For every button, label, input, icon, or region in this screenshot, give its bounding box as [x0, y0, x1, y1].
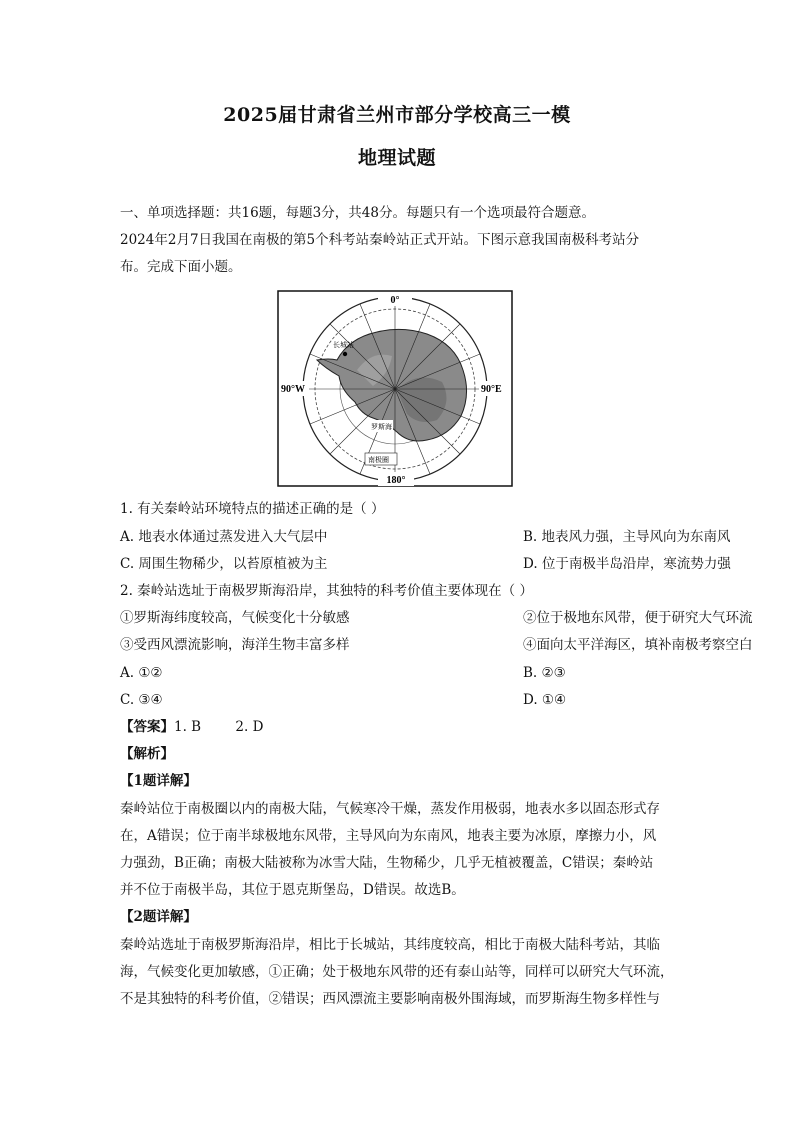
intro-line-1: 2024年2月7日我国在南极的第5个科考站秦岭站正式开站。下图示意我国南极科考站分: [120, 232, 640, 248]
page-title: 2025届甘肃省兰州市部分学校高三一模: [223, 104, 571, 126]
label-0-deg: 0°: [390, 295, 400, 306]
q1-analysis-line-2: 在，A错误；位于南半球极地东风带，主导风向为东南风，地表主要为冰原，摩擦力小，风: [120, 828, 657, 844]
q2-options-row2: [120, 690, 680, 710]
analysis-label: 【解析】: [120, 746, 174, 762]
q2-statement-4: ④面向太平洋海区，填补南极考察空白: [523, 637, 753, 653]
q1-analysis-label: 【1题详解】: [120, 773, 197, 789]
section-heading: 一、单项选择题：共16题，每题3分，共48分。每题只有一个选项最符合题意。: [120, 205, 595, 221]
q2-option-c: C. ③④: [120, 692, 163, 708]
label-90w: 90°W: [281, 384, 305, 395]
q2-analysis-line-2: 海，气候变化更加敏感，①正确；处于极地东风带的还有泰山站等，同样可以研究大气环流，: [120, 964, 674, 980]
page-subtitle: 地理试题: [357, 147, 436, 169]
q2-statement-3: ③受西风漂流影响，海洋生物丰富多样: [120, 637, 350, 653]
q1-option-a: A. 地表水体通过蒸发进入大气层中: [120, 529, 328, 545]
q2-analysis-label: 【2题详解】: [120, 909, 197, 925]
q2-option-b: B. ②③: [523, 665, 566, 681]
label-ross-sea: 罗斯海: [371, 423, 392, 431]
q1-stem: 1. 有关秦岭站环境特点的描述正确的是（ ）: [120, 501, 385, 517]
q2-analysis-line-1: 秦岭站选址于南极罗斯海沿岸，相比于长城站，其纬度较高，相比于南极大陆科考站，其临: [120, 937, 660, 953]
q1-analysis-line-1: 秦岭站位于南极圈以内的南极大陆，气候寒冷干燥，蒸发作用极弱，地表水多以固态形式存: [120, 801, 660, 817]
q1-option-b: B. 地表风力强，主导风向为东南风: [523, 529, 731, 545]
q2-statements-row2: [120, 635, 753, 655]
intro-line-2: 布。完成下面小题。: [120, 259, 242, 275]
label-180-deg: 180°: [386, 475, 406, 486]
q2-options-row1: [120, 663, 680, 683]
label-changcheng-station: 长城站: [333, 341, 354, 349]
label-90e: 90°E: [481, 384, 502, 395]
q1-option-c: C. 周围生物稀少，以苔原植被为主: [120, 556, 328, 572]
q2-statement-1: ①罗斯海纬度较高，气候变化十分敏感: [120, 610, 350, 626]
q1-analysis-line-4: 并不位于南极半岛，其位于恩克斯堡岛，D错误。故选B。: [120, 882, 465, 898]
q2-option-d: D. ①④: [523, 692, 567, 708]
q2-statements-row1: [120, 608, 753, 628]
answer-label: 【答案】: [120, 719, 174, 735]
q1-option-d: D. 位于南极半岛沿岸，寒流势力强: [523, 556, 731, 572]
q1-options-row1: [120, 527, 731, 547]
q2-analysis-line-3: 不是其独特的科考价值，②错误；西风漂流主要影响南极外围海域，而罗斯海生物多样性与: [120, 991, 660, 1007]
q1-analysis-line-3: 力强劲，B正确；南极大陆被称为冰雪大陆，生物稀少，几乎无植被覆盖，C错误；秦岭站: [120, 855, 654, 871]
q1-options-row2: [120, 554, 731, 574]
q2-statement-2: ②位于极地东风带，便于研究大气环流: [523, 610, 753, 626]
answer-line: [120, 717, 680, 737]
answer-text: 1. B 2. D: [174, 719, 264, 735]
q2-stem: 2. 秦岭站选址于南极罗斯海沿岸，其独特的科考价值主要体现在（ ）: [120, 583, 533, 599]
label-antarctic-circle: 南极圈: [368, 456, 389, 464]
map-graphic: [277, 290, 513, 487]
antarctica-station-map: [277, 290, 513, 487]
q2-option-a: A. ①②: [120, 665, 163, 681]
